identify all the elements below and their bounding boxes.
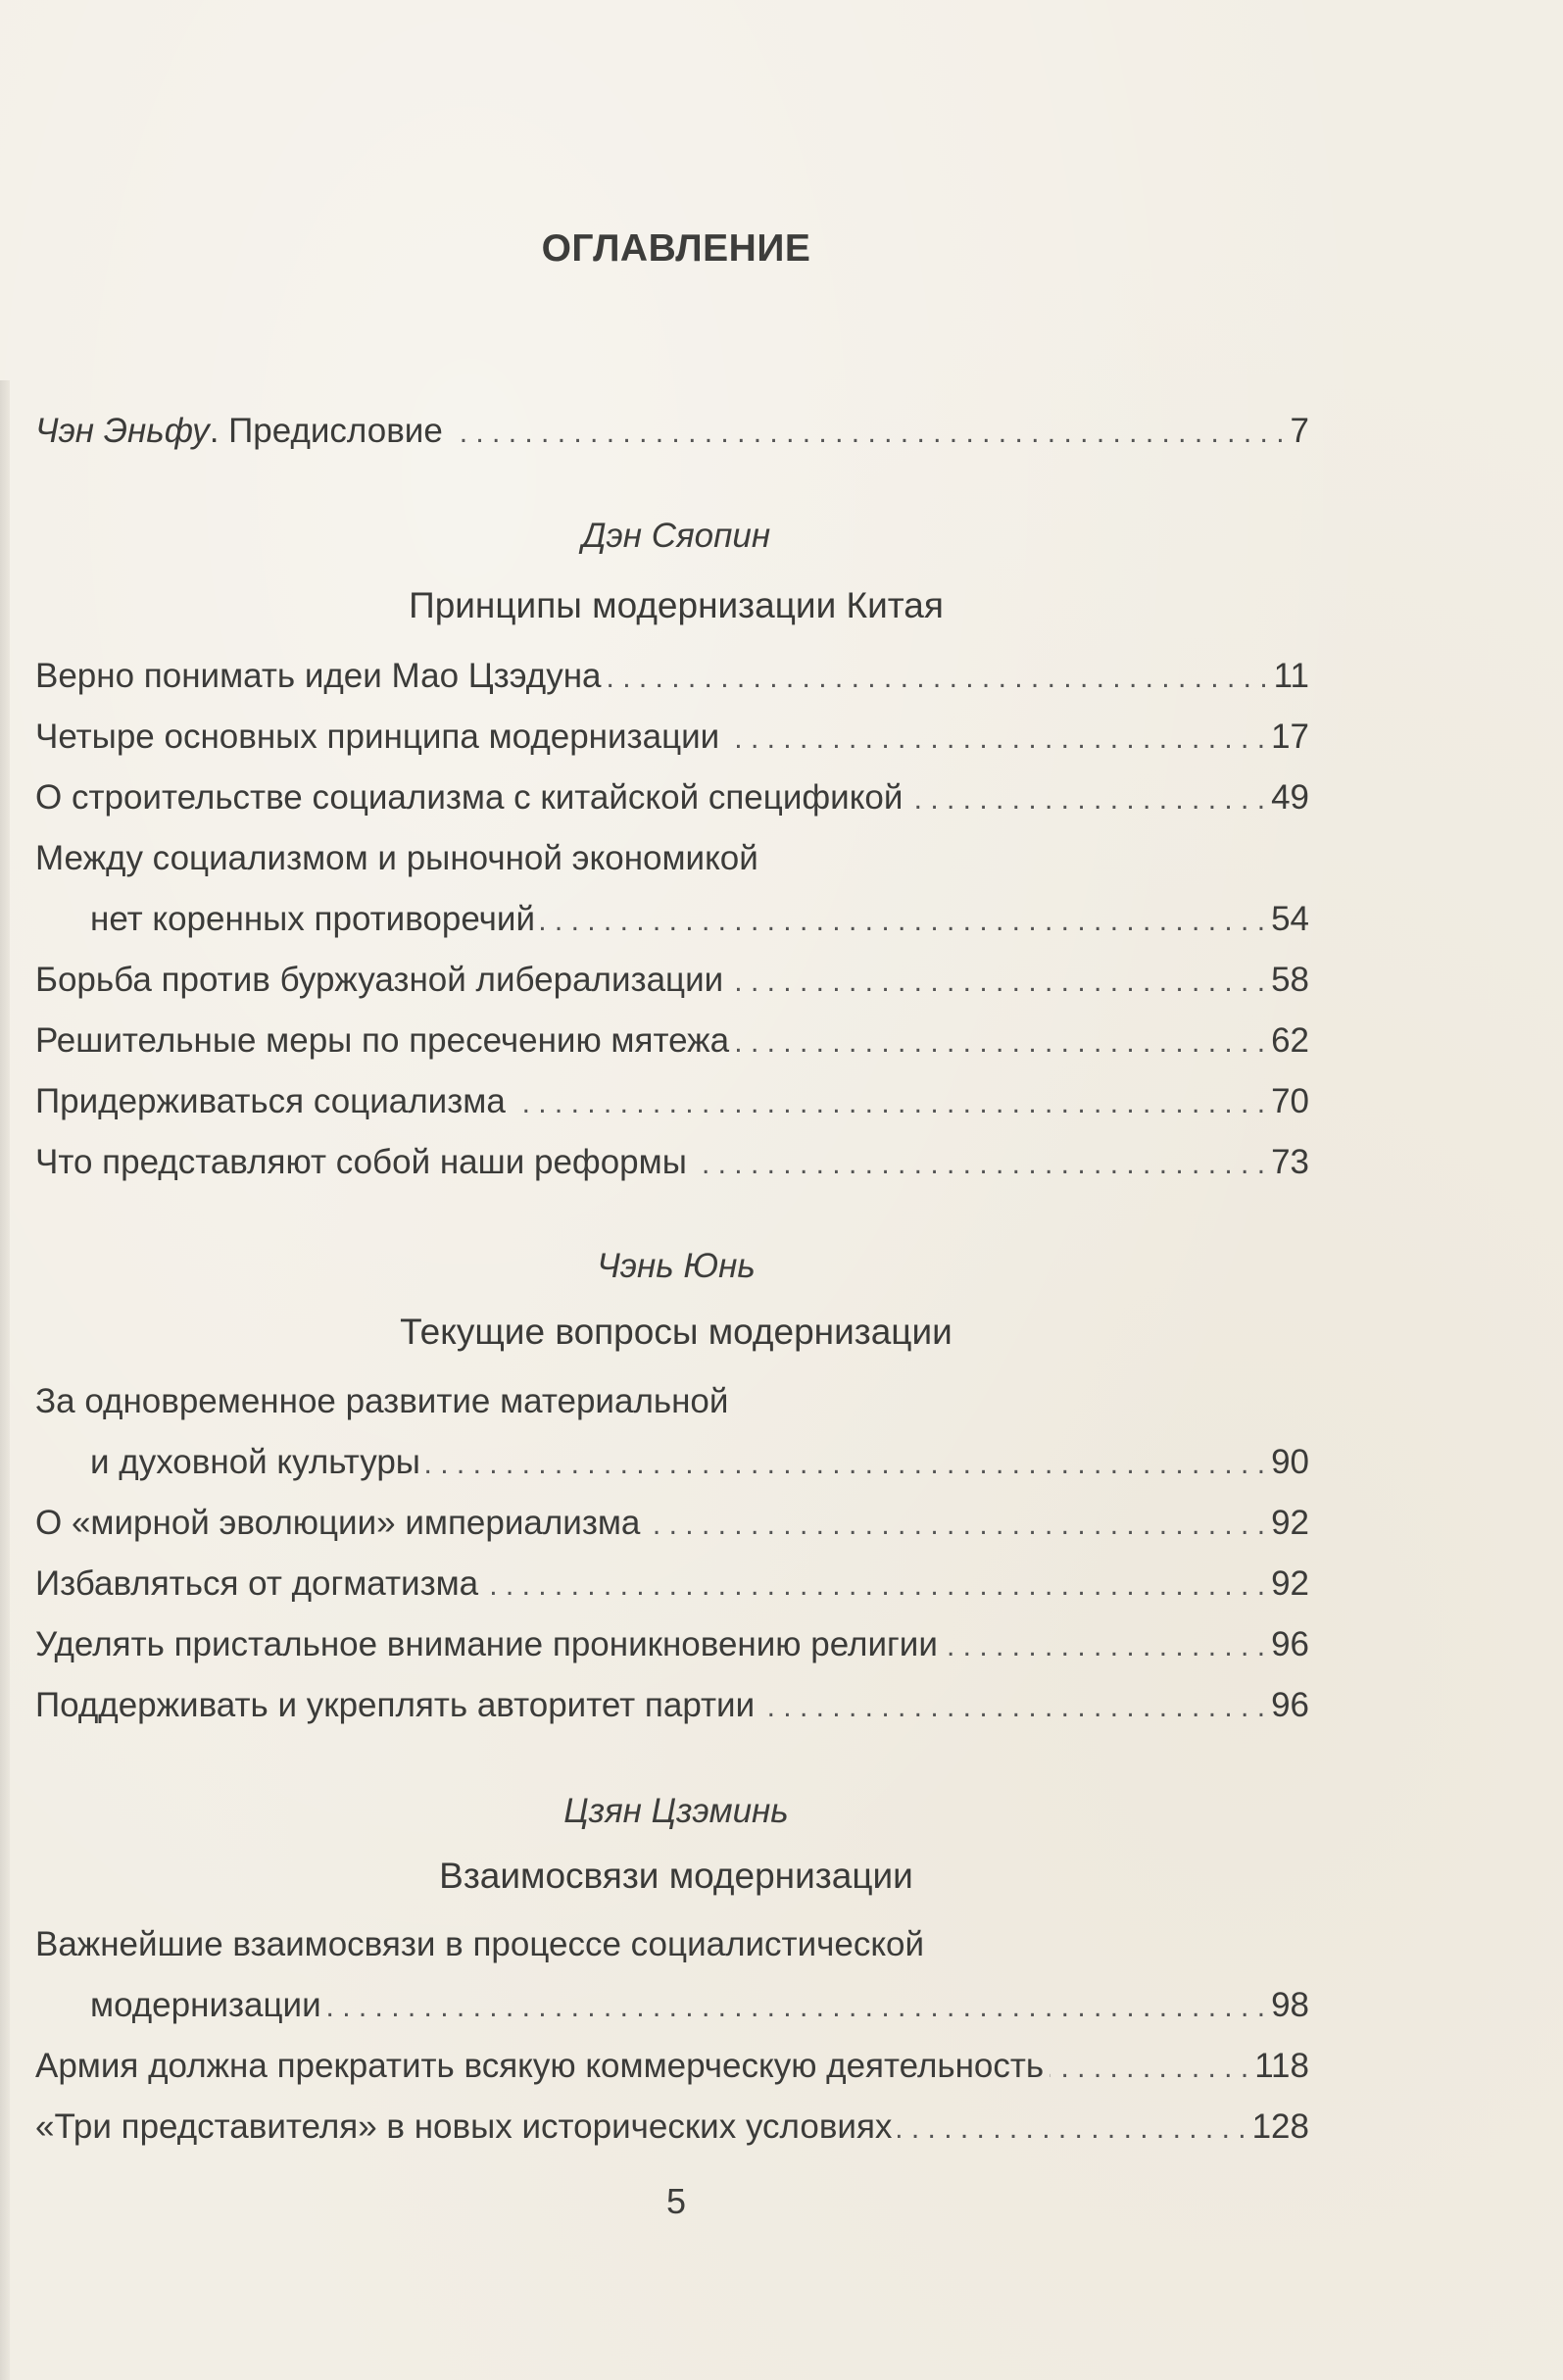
leader-dots: [327, 1986, 1265, 2025]
leader-dots: [760, 1686, 1265, 1725]
page-number: 128: [1251, 2107, 1309, 2146]
toc-title: ОГЛАВЛЕНИЕ: [541, 227, 811, 270]
entry-continuation: и духовной культуры: [90, 1443, 420, 1481]
entry-continuation: модернизации: [90, 1986, 321, 2024]
leader-dots: [725, 718, 1265, 757]
toc-entry[interactable]: [35, 778, 1309, 827]
toc-entry-line2[interactable]: [90, 1986, 1309, 2035]
toc-entry[interactable]: [35, 1625, 1309, 1674]
page-number: 73: [1271, 1143, 1309, 1181]
entry-continuation: нет коренных противоречий: [90, 900, 535, 938]
page-number: 98: [1271, 1986, 1309, 2024]
leader-dots: [898, 2107, 1246, 2147]
preface-author: Чэн Эньфу: [35, 412, 210, 450]
toc-entry[interactable]: [35, 1686, 1309, 1735]
page-edge-shadow: [0, 380, 10, 2380]
toc-entry[interactable]: [35, 961, 1309, 1010]
entry-title: Придерживаться социализма: [35, 1082, 506, 1120]
entry-title: Верно понимать идеи Мао Цзэдуна: [35, 657, 602, 695]
entry-title: Что представляют собой наши реформы: [35, 1143, 687, 1181]
part-section-title: Принципы модернизации Китая: [409, 585, 944, 625]
leader-dots: [735, 1021, 1265, 1061]
toc-entry[interactable]: [35, 718, 1309, 767]
page-number: 92: [1271, 1504, 1309, 1542]
toc-entry-line2[interactable]: [90, 900, 1309, 949]
entry-title: Важнейшие взаимосвязи в процессе социалистической: [35, 1925, 925, 1963]
leader-dots: [512, 1082, 1265, 1121]
page-number: 58: [1271, 961, 1309, 999]
page-number: 7: [1290, 412, 1309, 450]
toc-entry[interactable]: [35, 1021, 1309, 1070]
page-number: 17: [1271, 718, 1309, 756]
toc-entry[interactable]: [35, 1564, 1309, 1613]
toc-entry-preface[interactable]: [35, 412, 1309, 461]
page-number: 11: [1273, 657, 1309, 695]
page-number: 96: [1271, 1686, 1309, 1724]
preface-title: . Предисловие: [209, 412, 443, 450]
leader-dots: [693, 1143, 1265, 1182]
part-author: Цзян Цзэминь: [563, 1792, 789, 1830]
toc-entry[interactable]: [35, 2047, 1309, 2096]
page-folio: 5: [665, 2181, 687, 2221]
leader-dots: [1050, 2047, 1248, 2086]
leader-dots: [646, 1504, 1265, 1543]
entry-title: Поддерживать и укреплять авторитет партии: [35, 1686, 756, 1724]
page-number: 49: [1271, 778, 1309, 817]
page-number: 90: [1271, 1443, 1309, 1481]
entry-title: О «мирной эволюции» империализма: [35, 1504, 641, 1542]
leader-dots: [729, 961, 1265, 1000]
entry-title: Уделять пристальное внимание проникновению религии: [35, 1625, 938, 1663]
entry-title: Четыре основных принципа модернизации: [35, 718, 720, 756]
toc-entry-line2[interactable]: [90, 1443, 1309, 1492]
page-number: 70: [1271, 1082, 1309, 1120]
entry-title: «Три представителя» в новых исторических условиях: [35, 2107, 893, 2146]
leader-dots: [944, 1625, 1265, 1664]
entry-title: Решительные меры по пресечению мятежа: [35, 1021, 730, 1060]
page-number: 54: [1271, 900, 1309, 938]
toc-entry[interactable]: [35, 2107, 1309, 2157]
toc-entry[interactable]: [35, 1082, 1309, 1131]
page-number: 62: [1271, 1021, 1309, 1060]
page-number: 96: [1271, 1625, 1309, 1663]
toc-entry-line1[interactable]: [35, 839, 1113, 888]
part-author: Чэнь Юнь: [597, 1247, 756, 1285]
leader-dots: [608, 657, 1268, 696]
leader-dots: [541, 900, 1265, 939]
entry-title: Борьба против буржуазной либерализации: [35, 961, 724, 999]
toc-entry-line1[interactable]: [35, 1382, 1113, 1431]
toc-entry-line1[interactable]: [35, 1925, 1113, 1974]
leader-dots: [449, 412, 1285, 451]
page-number: 92: [1271, 1564, 1309, 1603]
toc-entry[interactable]: [35, 1143, 1309, 1192]
part-section-title: Взаимосвязи модернизации: [439, 1856, 913, 1896]
entry-label: [35, 412, 443, 451]
entry-title: Между социализмом и рыночной экономикой: [35, 839, 758, 877]
toc-entry[interactable]: [35, 1504, 1309, 1553]
leader-dots: [484, 1564, 1265, 1604]
leader-dots: [426, 1443, 1265, 1482]
leader-dots: [908, 778, 1265, 818]
entry-title: Армия должна прекратить всякую коммерческую деятельность: [35, 2047, 1045, 2085]
entry-title: За одновременное развитие материальной: [35, 1382, 729, 1420]
page-number: 118: [1254, 2047, 1309, 2085]
toc-entry[interactable]: [35, 657, 1309, 706]
part-section-title: Текущие вопросы модернизации: [400, 1312, 952, 1352]
part-author: Дэн Сяопин: [581, 517, 771, 555]
entry-title: О строительстве социализма с китайской спецификой: [35, 778, 904, 817]
entry-title: Избавляться от догматизма: [35, 1564, 479, 1603]
